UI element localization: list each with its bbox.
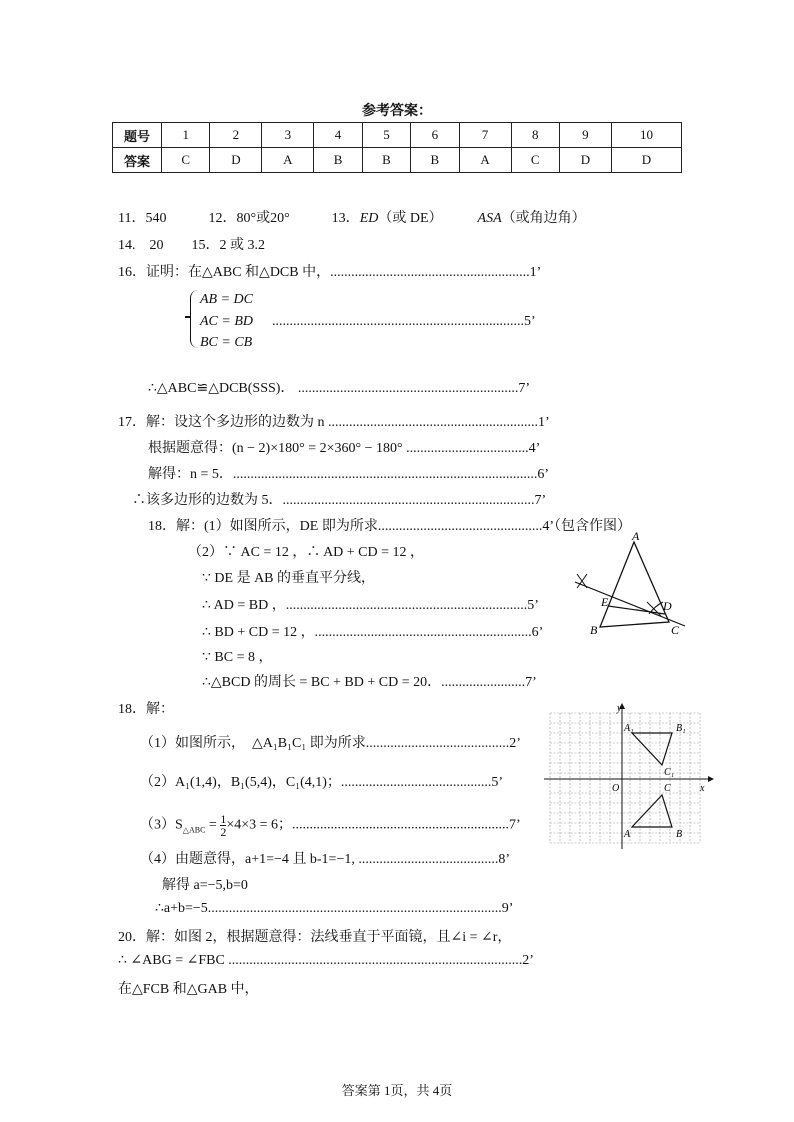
answer-19-line: （4）由题意得，a+1=−4 且 b-1=−1, ........................................8’ bbox=[140, 852, 511, 867]
label-c: C bbox=[671, 623, 680, 637]
x-axis-arrow bbox=[708, 776, 714, 782]
answer-18-line: 18．解：(1）如图所示，DE 即为所求...............................................4’（包含作图） bbox=[148, 519, 631, 534]
label-y: y bbox=[617, 703, 622, 714]
label-a: A bbox=[632, 530, 640, 543]
answer-text: ASA bbox=[477, 211, 502, 226]
page-footer: 答案第 1页，共 4页 bbox=[341, 1083, 453, 1098]
answer-17-line: 解得：n = 5．.......................................................................................6’ bbox=[148, 467, 550, 482]
answer-text: （3）S bbox=[140, 817, 183, 833]
fraction-numerator: 1 bbox=[220, 812, 227, 826]
answer-18-line: ∵ DE 是 AB 的垂直平分线， bbox=[202, 571, 376, 586]
triangle-figure bbox=[565, 530, 695, 645]
answer-19-line: （1）如图所示， △A₁B₁C₁ 即为所求.........................................2’ bbox=[140, 736, 521, 751]
table-cell: D bbox=[611, 148, 681, 173]
answer-18-line: ∴△BCD 的周长 = BC + BD + CD = 20．........................7’ bbox=[202, 675, 537, 690]
answer-20-line: 在△FCB 和△GAB 中， bbox=[118, 982, 259, 997]
table-cell: B bbox=[411, 148, 459, 173]
table-cell: 10 bbox=[611, 123, 681, 148]
table-cell: B bbox=[362, 148, 410, 173]
table-cell: 4 bbox=[314, 123, 362, 148]
table-cell: C bbox=[162, 148, 210, 173]
answer-text: （或 DE） bbox=[378, 211, 478, 226]
page-title: 参考答案： bbox=[362, 104, 432, 119]
system-brace bbox=[190, 290, 199, 348]
table-cell: 3 bbox=[262, 123, 314, 148]
label-b-grid: B bbox=[676, 829, 683, 840]
answer-19-line: 18．解： bbox=[118, 702, 174, 717]
table-cell: D bbox=[210, 148, 262, 173]
answer-text: ED bbox=[359, 211, 379, 226]
label-a1: A₁ bbox=[624, 723, 634, 734]
answer-17-line: 根据题意得：(n − 2)×180° = 2×360° − 180° ...................................4’ bbox=[148, 441, 541, 456]
answer-16-intro: 16．证明：在△ABC 和△DCB 中，.........................................................1’ bbox=[118, 265, 542, 280]
label-b1: B₁ bbox=[676, 723, 686, 734]
table-cell: A bbox=[262, 148, 314, 173]
equation-line: AB = DC bbox=[200, 292, 253, 307]
answer-19-line: （2）A₁(1,4)，B₁(5,4)，C₁(4,1)；...........................................5’ bbox=[140, 775, 504, 790]
answer-text: = bbox=[205, 817, 221, 833]
answer-14-15: 14. 20 15．2 或 3.2 bbox=[118, 238, 265, 253]
answer-20-line: ∴ ∠ABG = ∠FBC ....................................................................................2’ bbox=[118, 953, 534, 968]
fraction-denominator: 2 bbox=[220, 825, 227, 839]
label-c1: C₁ bbox=[664, 767, 675, 778]
table-header-cell: 答案 bbox=[113, 148, 162, 173]
table-cell: D bbox=[559, 148, 611, 173]
answer-11-13 bbox=[118, 207, 586, 227]
answer-table bbox=[112, 122, 682, 173]
answer-18-line: ∵ BC = 8 ， bbox=[202, 650, 273, 665]
answer-18-line: ∴ BD + CD = 12 ，..............................................................6’ bbox=[202, 625, 544, 640]
answer-subscript: △ABC bbox=[182, 825, 206, 835]
label-d: D bbox=[663, 599, 672, 613]
answer-17-line: 17．解：设这个多边形的边数为 n ............................................................1’ bbox=[118, 415, 550, 430]
answer-18-line: ∴ AD = BD ，.....................................................................5’ bbox=[202, 598, 539, 613]
table-cell: 1 bbox=[162, 123, 210, 148]
label-c-grid: C bbox=[664, 783, 671, 794]
table-cell: C bbox=[511, 148, 559, 173]
answer-19-line: 解得 a=−5,b=0 bbox=[162, 878, 248, 893]
label-x: x bbox=[700, 783, 705, 794]
answer-20-line: 20．解：如图 2，根据题意得：法线垂直于平面镜，且∠i = ∠r， bbox=[118, 930, 512, 945]
answer-17-line: ∴该多边形的边数为 5．........................................................................7’ bbox=[132, 493, 547, 508]
label-e: E bbox=[601, 595, 609, 609]
table-cell: A bbox=[459, 148, 511, 173]
answer-text: （或角边角） bbox=[501, 211, 586, 226]
equation-line: AC = BD bbox=[200, 314, 253, 329]
answer-16-conclusion: ∴△ABC≌△DCB(SSS)． ...............................................................7’ bbox=[148, 381, 531, 396]
triangle-a1b1c1 bbox=[632, 733, 672, 765]
answer-text: 11．540 12．80°或20° 13． bbox=[118, 211, 360, 226]
table-row bbox=[113, 123, 682, 148]
answer-19-line bbox=[140, 813, 521, 838]
equation-line: BC = CB bbox=[200, 335, 253, 350]
answer-text: ×4×3 = 6；..............................................................7’ bbox=[226, 817, 521, 833]
table-cell: B bbox=[314, 148, 362, 173]
table-cell: 2 bbox=[210, 123, 262, 148]
answer-18-line: （2）∵ AC = 12 ，∴ AD + CD = 12 ， bbox=[188, 545, 425, 560]
table-cell: 6 bbox=[411, 123, 459, 148]
answer-19-line: ∴a+b=−5....................................................................................9’ bbox=[155, 901, 514, 916]
label-b: B bbox=[590, 623, 598, 637]
arc-mark bbox=[577, 574, 587, 588]
score-leader: ........................................................................5’ bbox=[272, 314, 536, 329]
coordinate-grid-figure bbox=[540, 703, 715, 851]
table-header-cell: 题号 bbox=[113, 123, 162, 148]
triangle-abc-grid bbox=[632, 795, 672, 827]
table-cell: 8 bbox=[511, 123, 559, 148]
table-cell: 5 bbox=[362, 123, 410, 148]
label-origin: O bbox=[612, 783, 620, 794]
table-cell: 9 bbox=[559, 123, 611, 148]
table-cell: 7 bbox=[459, 123, 511, 148]
table-row bbox=[113, 148, 682, 173]
label-a-grid: A bbox=[624, 829, 631, 840]
